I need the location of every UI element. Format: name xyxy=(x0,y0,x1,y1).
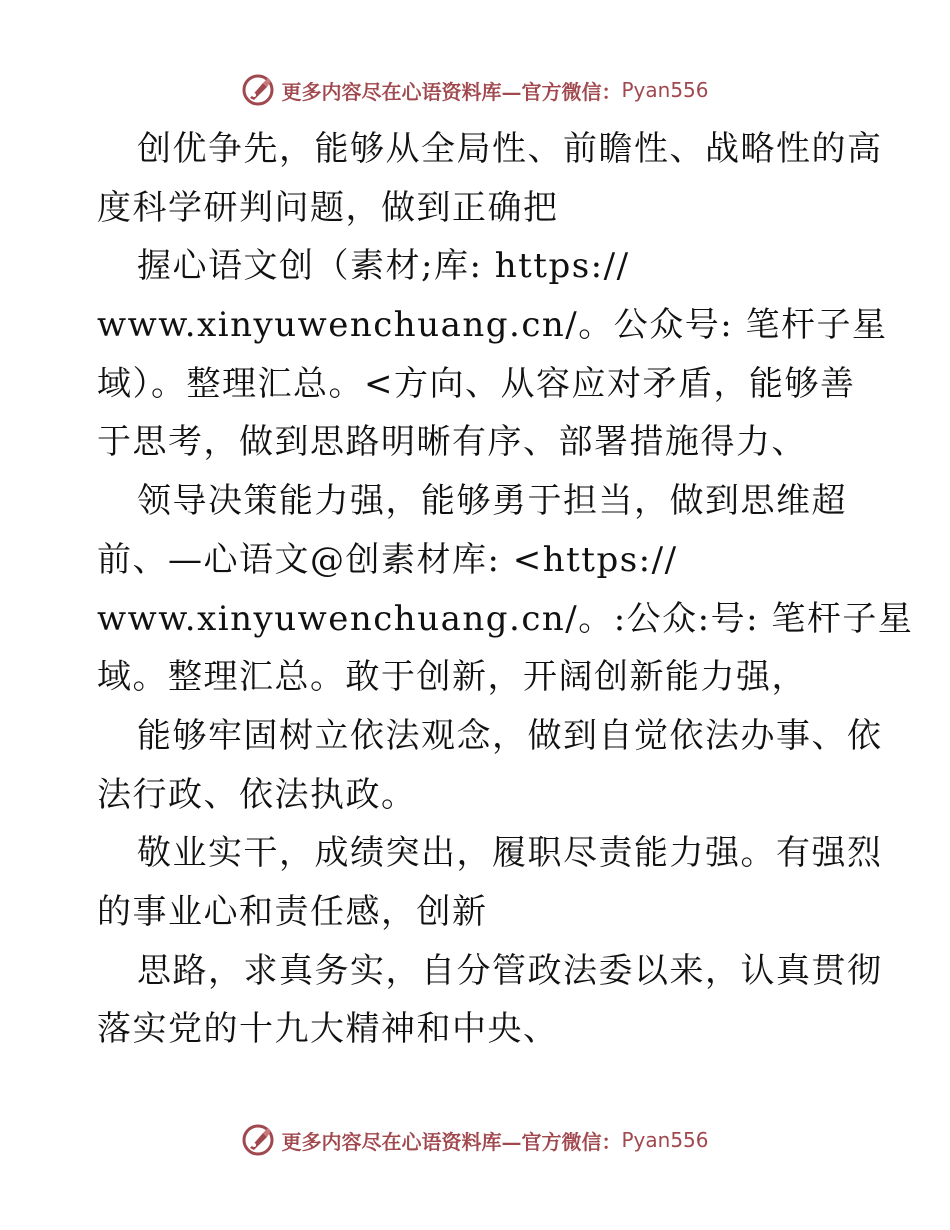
footer-wechat-id: Pyan556 xyxy=(621,1128,709,1152)
text-line: 握心语文创（素材;库: https:// xyxy=(137,246,630,287)
text-line: 于思考，做到思路明晰有序、部署措施得力、 xyxy=(97,422,807,463)
text-line: 的事业心和责任感，创新 xyxy=(97,891,488,932)
text-line: 思路，求真务实，自分管政法委以来，认真贯彻 xyxy=(137,950,883,991)
text-line: 创优争先，能够从全局性、前瞻性、战略性的高 xyxy=(137,129,883,169)
text-line: 前、—心语文@创素材库: <https:// xyxy=(97,539,678,580)
footer-banner xyxy=(0,1120,950,1160)
text-line: 领导决策能力强，能够勇于担当，做到思维超 xyxy=(137,481,847,522)
pen-seal-logo-icon xyxy=(241,1123,275,1157)
text-line: 落实党的十九大精神和中央、 xyxy=(97,1009,559,1050)
text-line: www.xinyuwenchuang.cn/。:公众:号: 笔杆子星 xyxy=(97,598,914,639)
text-line: 域。整理汇总。敢于创新，开阔创新能力强， xyxy=(97,657,807,698)
text-line: www.xinyuwenchuang.cn/。公众号: 笔杆子星 xyxy=(97,305,888,346)
text-line: 能够牢固树立依法观念，做到自觉依法办事、依 xyxy=(137,715,883,756)
footer-banner-text: 更多内容尽在心语资料库—官方微信： xyxy=(281,1129,622,1154)
text-line: 域）。整理汇总。<方向、从容应对矛盾，能够善 xyxy=(97,363,856,404)
pen-seal-logo-icon xyxy=(241,73,275,107)
header-banner xyxy=(0,70,950,110)
document-body xyxy=(97,120,914,1059)
text-line: 法行政、依法执政。 xyxy=(97,774,417,815)
text-line: 度科学研判问题，做到正确把 xyxy=(97,187,559,228)
text-line: 敬业实干，成绩突出，履职尽责能力强。有强烈 xyxy=(137,833,883,874)
banner-wechat-id: Pyan556 xyxy=(621,78,709,102)
banner-text: 更多内容尽在心语资料库—官方微信： xyxy=(281,79,622,104)
